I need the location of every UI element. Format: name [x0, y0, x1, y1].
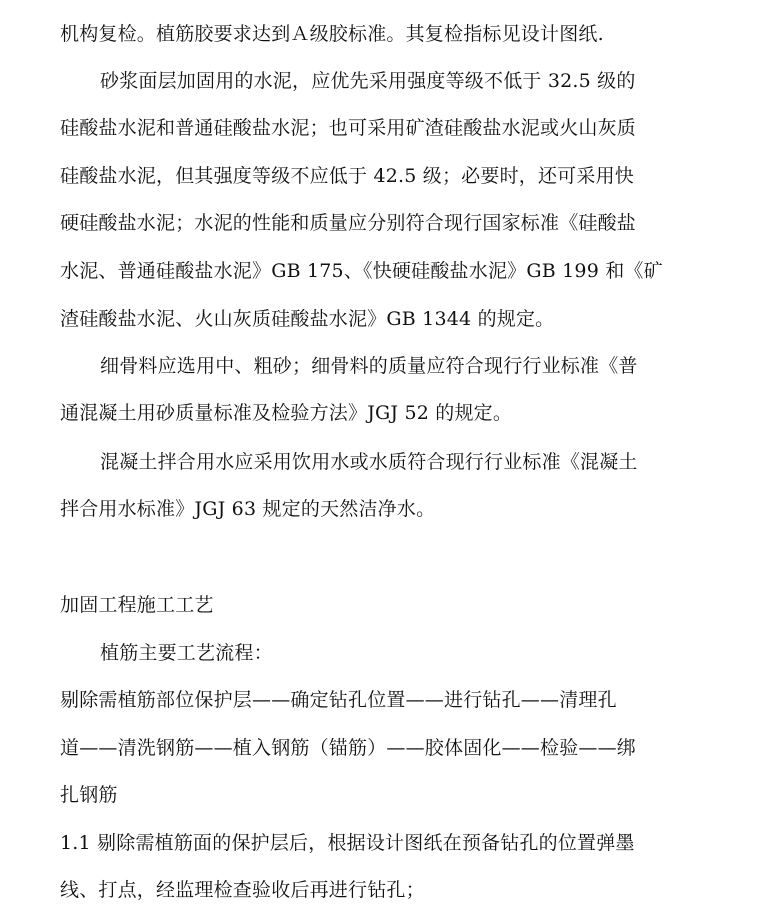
paragraph-water-line-2: 拌合用水标准》JGJ 63 规定的天然洁净水。 [60, 498, 436, 520]
text-line-1: 机构复检。植筋胶要求达到Ａ级胶标准。其复检指标见设计图纸. [60, 23, 604, 45]
paragraph-cement-line-4: 硬硅酸盐水泥；水泥的性能和质量应分别符合现行国家标准《硅酸盐 [60, 212, 637, 234]
step-1-1-line-1: 1.1 剔除需植筋面的保护层后，根据设计图纸在预备钻孔的位置弹墨 [60, 832, 635, 854]
section-heading: 加固工程施工工艺 [60, 594, 214, 616]
process-flow-line-3: 扎钢筋 [60, 784, 118, 806]
paragraph-cement-line-2: 硅酸盐水泥和普通硅酸盐水泥；也可采用矿渣硅酸盐水泥或火山灰质 [60, 117, 637, 139]
paragraph-cement-line-3: 硅酸盐水泥，但其强度等级不应低于 42.5 级；必要时，还可采用快 [60, 165, 634, 187]
process-flow-line-2: 道——清洗钢筋——植入钢筋（锚筋）——胶体固化——检验——绑 [60, 737, 637, 759]
paragraph-aggregate-line-1: 细骨料应选用中、粗砂；细骨料的质量应符合现行行业标准《普 [100, 355, 638, 377]
paragraph-cement-line-6: 渣硅酸盐水泥、火山灰质硅酸盐水泥》GB 1344 的规定。 [60, 308, 555, 330]
paragraph-aggregate-line-2: 通混凝土用砂质量标准及检验方法》JGJ 52 的规定。 [60, 402, 513, 424]
step-1-1-line-2: 线、打点，经监理检查验收后再进行钻孔； [60, 879, 425, 901]
process-subheading: 植筋主要工艺流程： [100, 642, 273, 664]
paragraph-cement-line-5: 水泥、普通硅酸盐水泥》GB 175、《快硬硅酸盐水泥》GB 199 和《矿 [60, 260, 663, 282]
paragraph-cement-line-1: 砂浆面层加固用的水泥，应优先采用强度等级不低于 32.5 级的 [100, 70, 636, 92]
process-flow-line-1: 剔除需植筋部位保护层——确定钻孔位置——进行钻孔——清理孔 [60, 689, 617, 711]
paragraph-water-line-1: 混凝土拌合用水应采用饮用水或水质符合现行行业标准《混凝土 [100, 451, 638, 473]
